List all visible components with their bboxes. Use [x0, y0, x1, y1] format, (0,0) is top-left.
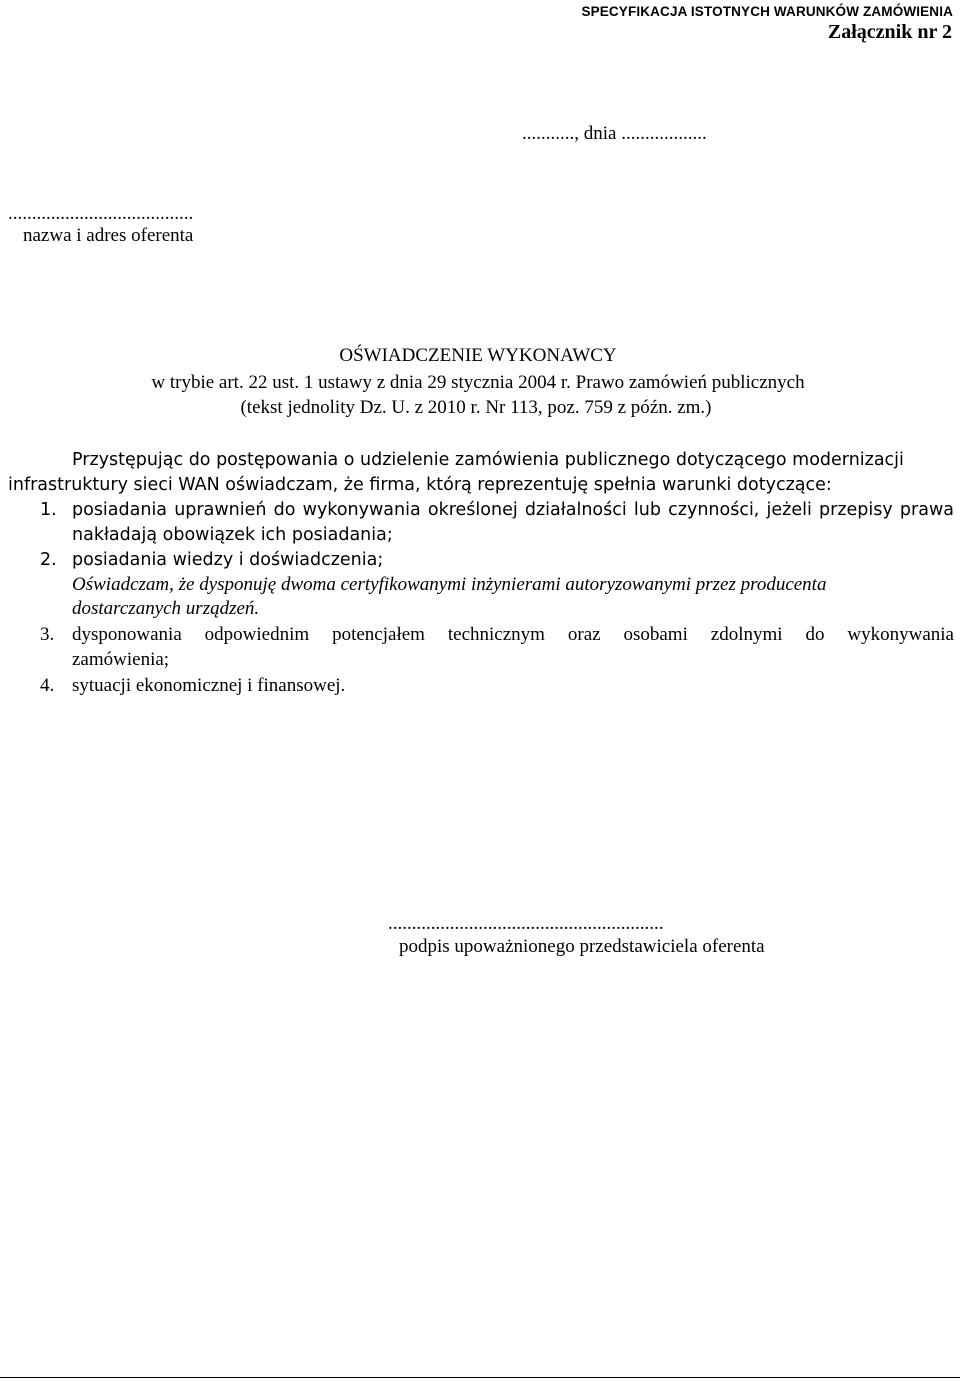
footer-divider: [0, 1377, 960, 1378]
item-note-italic: dostarczanych urządzeń.: [72, 598, 260, 619]
item-text: dysponowania odpowiednim potencjałem technicznym oraz osobami zdolnymi do wykonywania: [72, 624, 954, 645]
item-text: nakładają obowiązek ich posiadania;: [72, 525, 393, 545]
legal-basis-line1: w trybie art. 22 ust. 1 ustawy z dnia 29 stycznia 2004 r. Prawo zamówień publicznych: [151, 372, 805, 393]
spec-header: SPECYFIKACJA ISTOTNYCH WARUNKÓW ZAMÓWIENIA: [581, 4, 953, 19]
intro-line1: Przystępując do postępowania o udzielenie zamówienia publicznego dotyczącego modernizacji: [72, 450, 904, 470]
offeror-label: nazwa i adres oferenta: [23, 225, 194, 246]
attachment-number: Załącznik nr 2: [827, 21, 952, 43]
signature-dots: ..........................................................: [388, 913, 664, 934]
item-number: 3.: [40, 624, 55, 645]
intro-line2: infrastruktury sieci WAN oświadczam, że firma, którą reprezentuję spełnia warunki dotyczące:: [8, 475, 832, 495]
item-text: zamówienia;: [72, 649, 170, 670]
page-title: OŚWIADCZENIE WYKONAWCY: [339, 345, 617, 366]
item-number: 2.: [40, 550, 57, 570]
item-text: posiadania wiedzy i doświadczenia;: [72, 550, 384, 570]
signature-label: podpis upoważnionego przedstawiciela oferenta: [399, 936, 765, 957]
item-number: 1.: [40, 500, 57, 520]
date-line: ..........., dnia ..................: [522, 123, 707, 144]
item-note-italic: Oświadczam, że dysponuję dwoma certyfikowanymi inżynierami autoryzowanymi przez producenta: [72, 574, 827, 595]
offeror-dots: .......................................: [8, 203, 194, 224]
item-number: 4.: [40, 675, 55, 696]
legal-basis-line2: (tekst jednolity Dz. U. z 2010 r. Nr 113, poz. 759 z późn. zm.): [240, 397, 712, 418]
item-text: sytuacji ekonomicznej i finansowej.: [72, 675, 346, 696]
item-text: posiadania uprawnień do wykonywania określonej działalności lub czynności, jeżeli przepisy prawa: [72, 500, 954, 520]
